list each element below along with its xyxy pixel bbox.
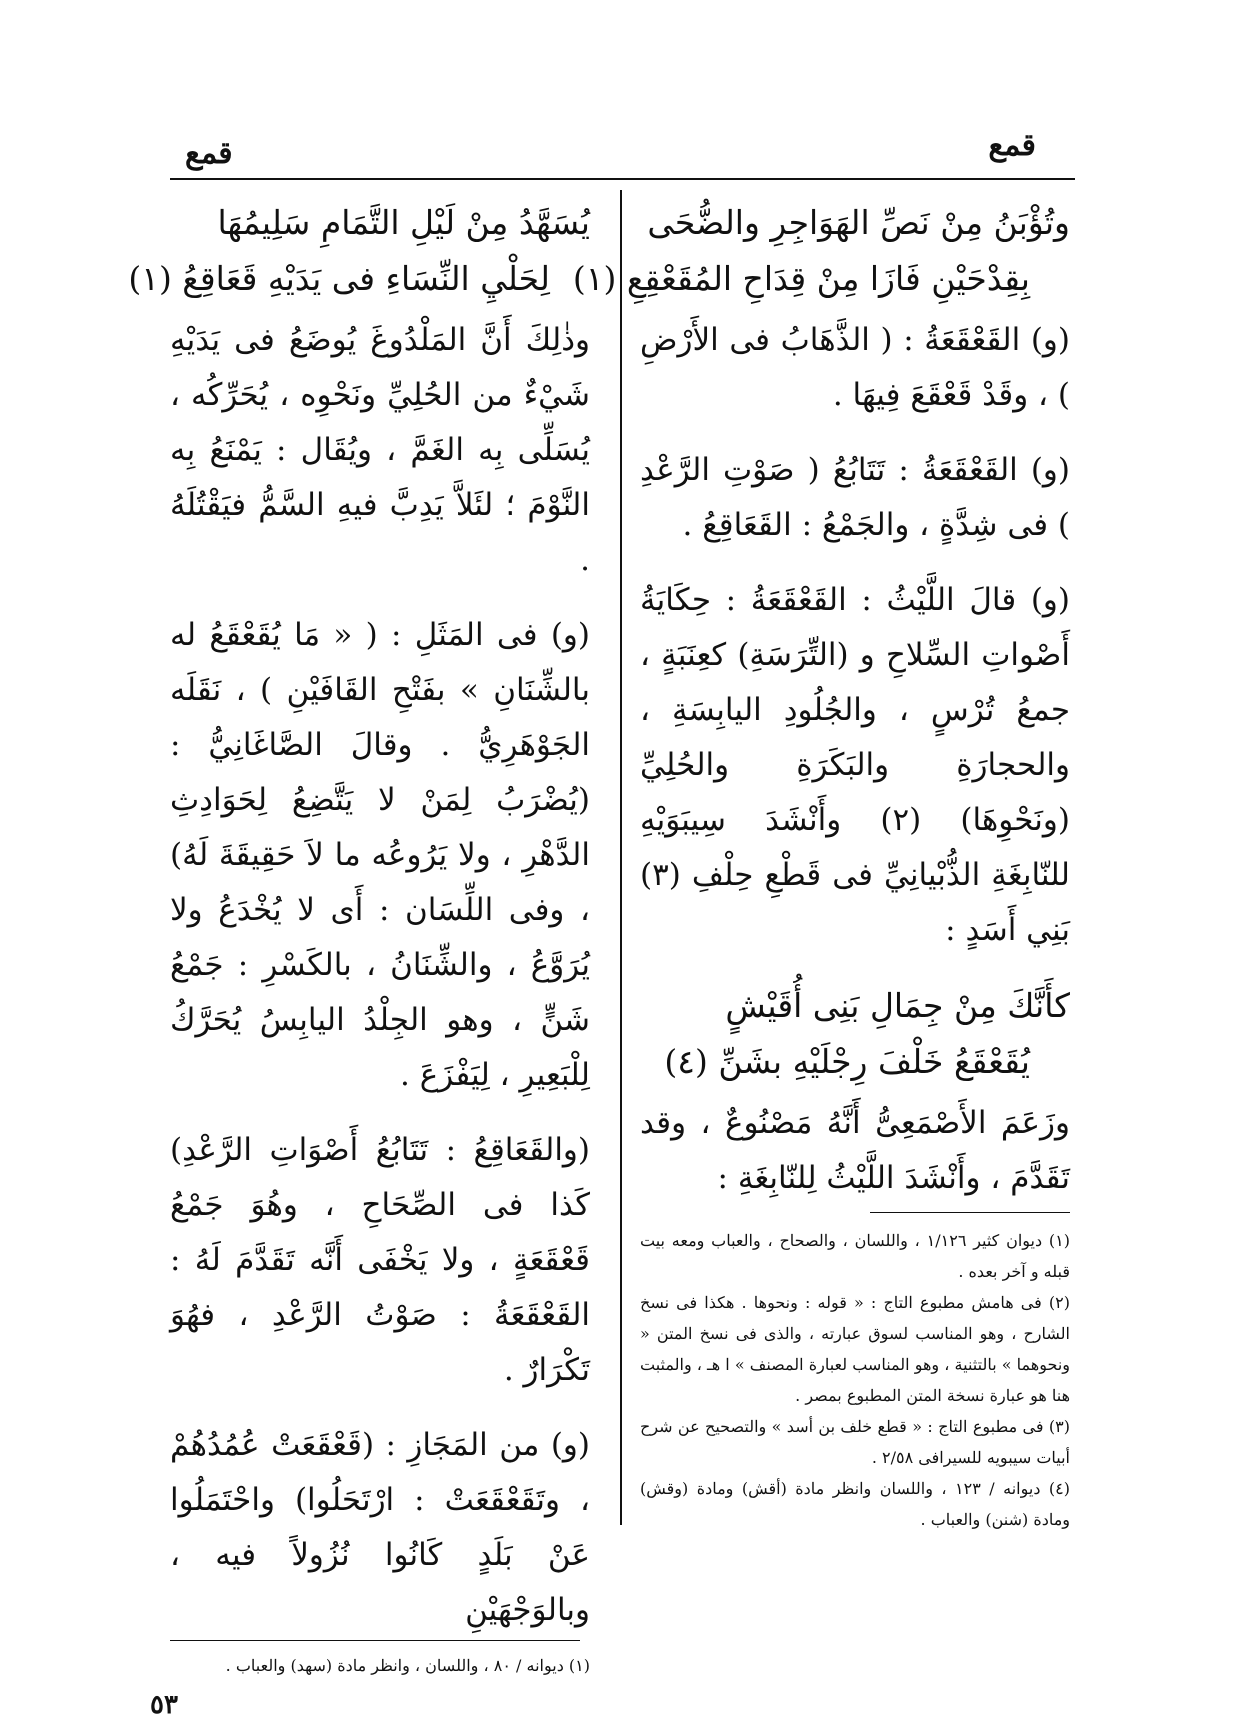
verse-line: وتُؤْبَنُ مِنْ نَصِّ الهَوَاجِرِ والضُّحَى — [647, 203, 1070, 242]
footnote-rule — [170, 1640, 580, 1641]
verse-line: كأَنَّكَ مِنْ جِمَالِ بَنِى أُقَيْشٍ — [725, 986, 1070, 1025]
paragraph: (و) فى المَثَلِ : ( « مَا يُقَعْقَعُ له بالشِّنَانِ » بفَتْحِ القَافَيْنِ ) ، نَقَلَه الجَوْهَرِيُّ . وقالَ الصَّاغَانِيُّ : (يُضْرَبُ لِمَنْ لا يَتَّضِعُ لِحَوَادِثِ الدَّهْرِ ، ولا يَرُوعُه ما لاَ حَقِيقَةَ لَهُ) ، وفى اللِّسَان : أَى لا يُخْدَعُ ولا يُرَوَّعُ ، والشِّنَانُ ، بالكَسْرِ : جَمْعُ شَنٍّ ، وهو الجِلْدُ اليابِسُ يُحَرَّكُ لِلْبَعِيرِ ، لِيَفْزَعَ . — [170, 617, 590, 1093]
verse-couplet — [640, 978, 1070, 1090]
paragraph: وزَعَمَ الأَصْمَعِىُّ أَنَّهُ مَصْنُوعٌ ، وقد تَقَدَّمَ ، وأَنْشَدَ اللَّيْثُ لِلنّابِغَةِ : — [640, 1105, 1070, 1196]
paragraph: (و) قالَ اللَّيْثُ : القَعْقَعَةُ : حِكَايَةُ أَصْواتِ السِّلاحِ و (التِّرَسَةِ) كعِنَبَةٍ ، جمعُ تُرْسٍ ، والجُلُودِ اليابِسَةِ ، والحجارَةِ والبَكَرَةِ والحُلِيِّ (ونَحْوِهَا) (٢) وأَنْشَدَ سِيبَوَيْهِ للنّابِغَةِ الذُّبْيانِيِّ فى قَطْعِ حِلْفِ (٣) بَنِي أَسَدٍ : — [640, 582, 1070, 948]
header-rule — [170, 178, 1075, 180]
verse-couplet — [572, 195, 1070, 307]
footnotes-left — [170, 1650, 590, 1681]
footnotes-right — [640, 1225, 1070, 1535]
verse-couplet — [128, 195, 590, 307]
paragraph: (والقَعَاقِعُ : تَتَابُعُ أَصْوَاتِ الرَّعْدِ) كَذا فى الصِّحَاحِ ، وهُوَ جَمْعُ قَعْقَعَةٍ ، ولا يَخْفَى أَنَّه تَقَدَّمَ لَهُ : القَعْقَعَةُ : صَوْتُ الرَّعْدِ ، فهُوَ تَكْرَارٌ . — [170, 1132, 590, 1388]
running-header-left: قمع — [185, 136, 233, 171]
verse-line: يُقَعْقَعُ خَلْفَ رِجْلَيْهِ بشَنِّ (٤) — [664, 1042, 1030, 1081]
footnote: (٤) ديوانه / ١٢٣ ، واللسان وانظر مادة (أقش) ومادة (وقش) ومادة (شنن) والعباب . — [640, 1479, 1070, 1529]
footnote: (١) ديوان كثير ١/١٢٦ ، واللسان ، والصحاح ، والعباب ومعه بيت قبله و آخر بعده . — [640, 1231, 1071, 1281]
paragraph: (و) من المَجَازِ : (قَعْقَعَتْ عُمُدُهُمْ ، وتَقَعْقَعَتْ : ارْتَحَلُوا) واحْتَمَلُوا عَنْ بَلَدٍ كَانُوا نُزُولاً فيه ، وبالوَجْهَيْنِ — [170, 1427, 590, 1628]
paragraph: (و) القَعْقَعَةُ : ( الذَّهَابُ فى الأَرْضِ ) ، وقَدْ قَعْقَعَ فِيهَا . — [640, 322, 1070, 413]
footnote: (١) ديوانه / ٨٠ ، واللسان ، وانظر مادة (سهد) والعباب . — [225, 1656, 590, 1675]
verse-line: لِحَلْيِ النِّسَاءِ فى يَدَيْهِ قَعَاقِعُ (١) — [128, 259, 550, 298]
running-header-right: قمع — [988, 128, 1036, 163]
verse-line: بِقِدْحَيْنِ فَازَا مِنْ قِدَاحِ المُقَعْقِعِ (١) — [572, 259, 1030, 298]
footnote: (٣) فى مطبوع التاج : « قطع خلف بن أسد » والتصحيح عن شرح أبيات سيبويه للسيرافى ٢/٥٨ . — [640, 1417, 1070, 1467]
paragraph: (و) القَعْقَعَةُ : تَتَابُعُ ( صَوْتِ الرَّعْدِ ) فى شِدَّةٍ ، والجَمْعُ : القَعَاقِعُ . — [640, 452, 1070, 543]
page-number: ٥٣ — [150, 1690, 178, 1720]
column-divider — [620, 190, 622, 1525]
right-column — [572, 195, 1070, 1226]
verse-line: يُسَهَّدُ مِنْ لَيْلِ التَّمَامِ سَلِيمُهَا — [217, 203, 590, 242]
footnote: (٢) فى هامش مطبوع التاج : « قوله : ونحوها . هكذا فى نسخ الشارح ، وهو المناسب لسوق عبارته ، والذى فى نسخ المتن « ونحوهما » بالتثنية ، وهو المناسب لعبارة المصنف » ا هـ ، والمثبت هنا هو عبارة نسخة المتن المطبوع بمصر . — [640, 1293, 1070, 1405]
left-column — [128, 195, 590, 1658]
paragraph: وذٰلِكَ أَنَّ المَلْدُوغَ يُوضَعُ فى يَدَيْهِ شَيْءٌ من الحُلِيِّ ونَحْوِه ، يُحَرِّكُه ، يُسَلِّى بِه الغَمَّ ، ويُقَال : يَمْنَعُ بِه النَّوْمَ ؛ لئَلاَّ يَدِبَّ فيهِ السَّمُّ فيَقْتُلَهُ . — [170, 322, 590, 578]
footnote-rule — [870, 1212, 1070, 1213]
